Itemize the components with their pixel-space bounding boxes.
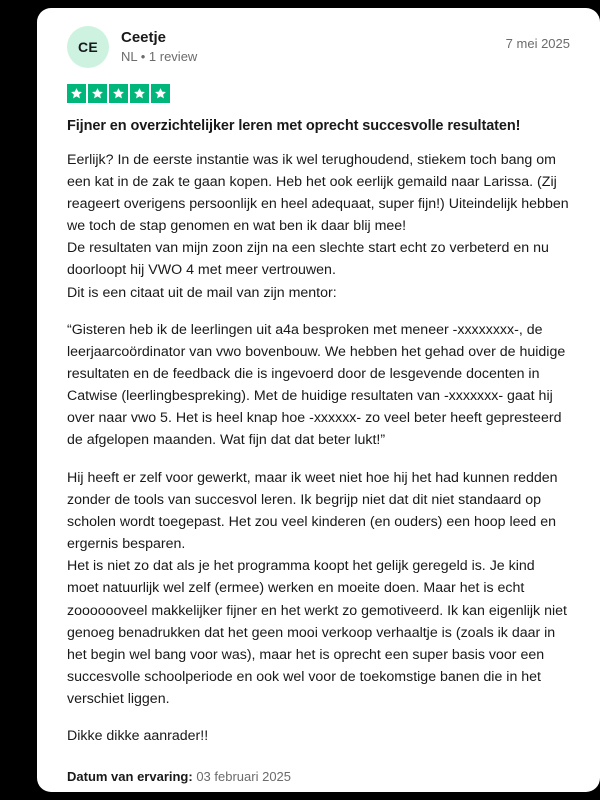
date-of-experience-label: Datum van ervaring: bbox=[67, 769, 193, 785]
review-paragraph: Hij heeft er zelf voor gewerkt, maar ik weet niet hoe hij het had kunnen redden zonder de tools van succesvol leren. Ik begrijp niet dat dit niet standaard op scholen wordt toegepast. Het zou veel kinderen (en ouders) een hoop leed en ergernis besparen. bbox=[67, 469, 558, 553]
review-title[interactable]: Fijner en overzichtelijker leren met oprecht succesvolle resultaten! bbox=[67, 118, 521, 134]
star-rating bbox=[67, 84, 570, 103]
review-paragraph: Het is niet zo dat als je het programma koopt het gelijk geregeld is. Je kind moet natuurlijk wel zelf (ermee) werken en moeite doen. Maar het is echt zooooooveel makkelijker fijner en het werkt zo gemotiveerd. Ik kan eigenlijk niet genoeg benadrukken dat het geen mooi verkoop verhaaltje is (zoals ik daar in het begin wel bang voor was), maar het is oprecht een super basis voor een succesvolle schoolperiode en ook wel voor de toekomstige banen die in het verschiet liggen. bbox=[67, 558, 567, 708]
star-icon bbox=[130, 84, 149, 103]
consumer-name[interactable]: Ceetje bbox=[121, 28, 167, 46]
consumer-location-reviews: NL • 1 review bbox=[121, 49, 198, 65]
review-date: 7 mei 2025 bbox=[505, 36, 570, 51]
paragraph-spacer bbox=[67, 710, 570, 725]
consumer-meta bbox=[121, 29, 197, 66]
paragraph-spacer bbox=[67, 304, 570, 319]
avatar: CE bbox=[67, 26, 109, 68]
star-icon bbox=[88, 84, 107, 103]
star-icon bbox=[151, 84, 170, 103]
star-icon bbox=[109, 84, 128, 103]
review-paragraph: Dit is een citaat uit de mail van zijn mentor: bbox=[67, 284, 337, 301]
review-card bbox=[37, 8, 600, 792]
review-paragraph: De resultaten van mijn zoon zijn na een slechte start echt zo verbeterd en nu doorloopt hij VWO 4 met meer vertrouwen. bbox=[67, 240, 549, 279]
review-quote-paragraph: “Gisteren heb ik de leerlingen uit a4a besproken met meneer -xxxxxxxx-, de leerjaarcoördinator van vwo bovenbouw. We hebben het gehad over de huidige resultaten en de feedback die is ingevoerd door de lesgevende docenten in Catwise (leerlingbespreking). Met de huidige resultaten van -xxxxxxx- gaat hij over naar vwo 5. Het is heel knap hoe -xxxxxx- zo veel beter heeft gepresteerd de afgelopen maanden. Wat fijn dat dat beter lukt!” bbox=[67, 321, 566, 449]
consumer-info[interactable] bbox=[67, 26, 197, 68]
date-of-experience-value: 03 februari 2025 bbox=[196, 769, 292, 785]
paragraph-spacer bbox=[67, 452, 570, 467]
date-of-experience bbox=[67, 769, 570, 784]
review-content bbox=[67, 149, 570, 748]
star-icon bbox=[67, 84, 86, 103]
review-paragraph: Dikke dikke aanrader!! bbox=[67, 728, 209, 745]
review-paragraph: Eerlijk? In de eerste instantie was ik wel terughoudend, stiekem toch bang om een kat in de zak te gaan kopen. Heb het ook eerlijk gemaild naar Larissa. (Zij reageert overigens persoonlijk en heel adequaat, super fijn!) Uiteindelijk hebben we toch de stap genomen en wat ben ik daar blij mee! bbox=[67, 151, 569, 235]
review-header bbox=[67, 22, 570, 68]
